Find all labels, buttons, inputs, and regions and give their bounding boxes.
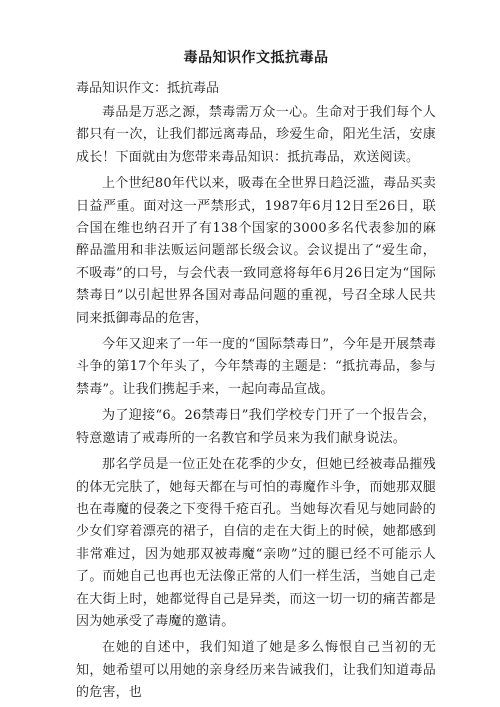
paragraph-1: 毒品是万恶之源，禁毒需万众一心。生命对于我们每个人都只有一次，让我们都远离毒品，珍爱生命，阳光生活，安康成长！下面就由为您带来毒品知识：抵抗毒品，欢送阅读。 <box>76 105 436 165</box>
page-title: 毒品知识作文抵抗毒品 <box>183 50 329 66</box>
paragraph-6: 在她的自述中，我们知道了她是多么悔恨自己当初的无知，她希望可以用她的亲身经历来告诫我们，让我们知道毒品的危害，也 <box>76 640 436 701</box>
paragraph-5: 那名学员是一位正处在花季的少女，但她已经被毒品摧残的体无完肤了，她每天都在与可怕的毒魔作斗争，而她那双腿也在毒魔的侵袭之下变得千疮百孔。当她每次看见与她同龄的少女们穿着漂亮的裙子，自信的走在大街上的时候，她都感到非常难过，因为她那双被毒魔“亲吻”过的腿已经不可能示人了。而她自己也再也无法像正常的人们一样生活，当她自己走在大街上时，她都觉得自己是异类，而这一切一切的痛苦都是因为她承受了毒魔的邀请。 <box>76 457 436 629</box>
paragraph-4: 为了迎接“6。26禁毒日”我们学校专门开了一个报告会，特意邀请了戒毒所的一名教官和学员来为我们献身说法。 <box>76 408 436 446</box>
paragraph-3: 今年又迎来了一年一度的“国际禁毒日”，今年是开展禁毒斗争的第17个年头了，今年禁毒的主题是：“抵抗毒品，参与禁毒”。让我们携起手来，一起向毒品宣战。 <box>76 337 436 397</box>
document-subtitle: 毒品知识作文：抵抗毒品 <box>76 81 220 96</box>
paragraph-2: 上个世纪80年代以来，吸毒在全世界日趋泛滥，毒品买卖日益严重。面对这一严禁形式，1987年6月12日至26日，联合国在维也纳召开了有138个国家的3000多名代表参加的麻醉品滥用和非法贩运问题部长级会议。会议提出了“爱生命，不吸毒”的口号，与会代表一致同意将每年6月26日定为“国际禁毒日”以引起世界各国对毒品问题的重视，号召全球人民共同来抵御毒品的危害， <box>76 176 436 326</box>
